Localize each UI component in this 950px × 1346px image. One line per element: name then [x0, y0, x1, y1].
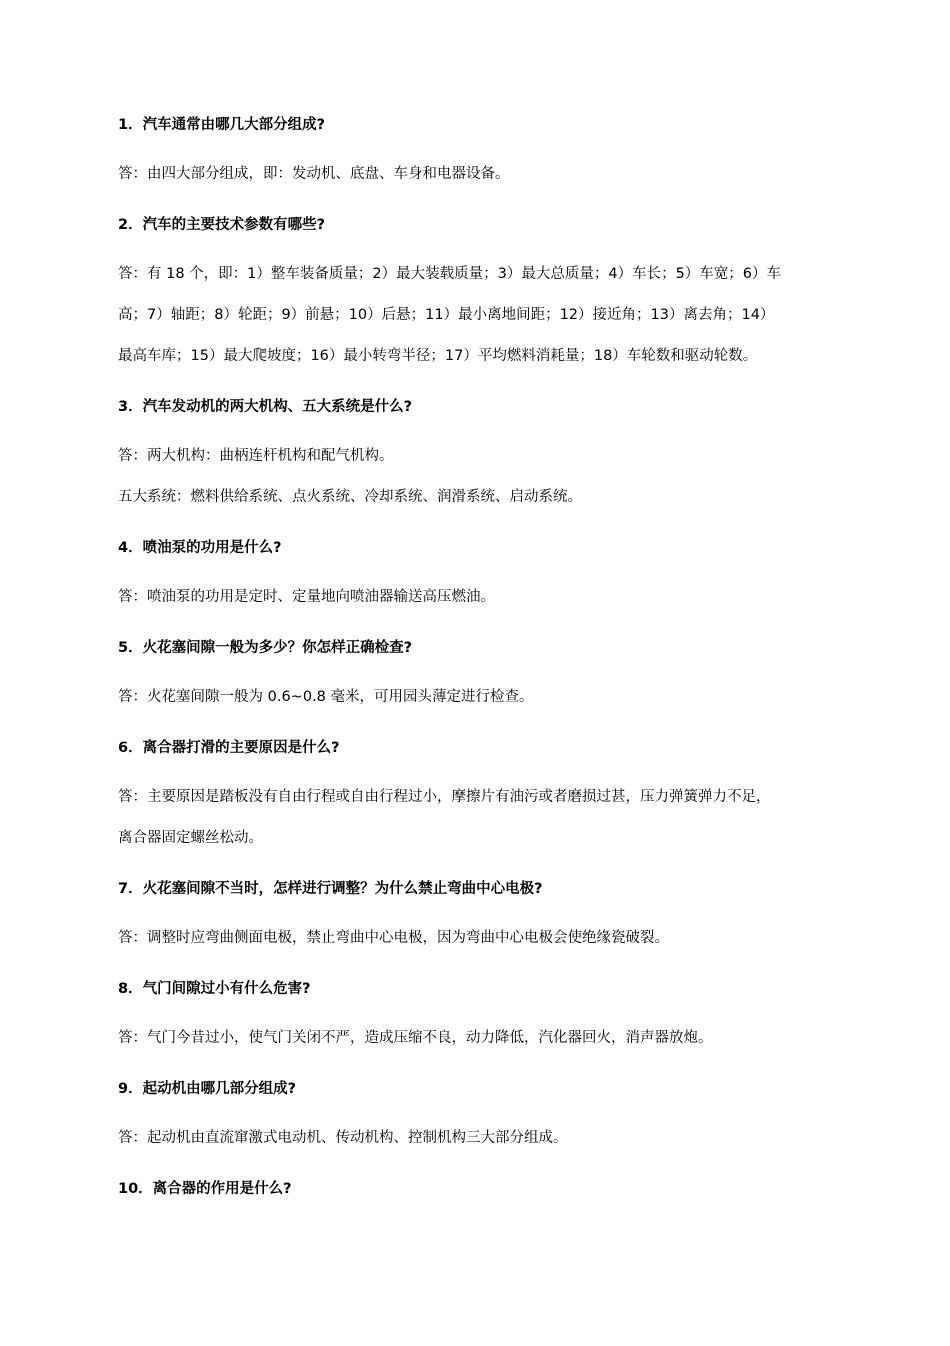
- qa-item-3: [118, 394, 838, 518]
- qa-item-1: [118, 112, 838, 195]
- qa-item-4: [118, 535, 838, 618]
- qa-item-7: [118, 876, 838, 959]
- answer-line: 五大系统：燃料供给系统、点火系统、冷却系统、润滑系统、启动系统。: [118, 489, 582, 505]
- question-heading: 7．火花塞间隙不当时，怎样进行调整？为什么禁止弯曲中心电极?: [118, 881, 543, 897]
- answer-line: 离合器固定螺丝松动。: [118, 830, 263, 846]
- answer-line: 答：火花塞间隙一般为 0.6~0.8 毫米，可用园头薄定进行检查。: [118, 689, 534, 705]
- answer-text: [118, 254, 838, 377]
- answer-text: [118, 1118, 838, 1159]
- answer-line: 最高车库；15）最大爬坡度；16）最小转弯半径；17）平均燃料消耗量；18）车轮数和驱动轮数。: [118, 348, 758, 364]
- answer-text: [118, 777, 838, 859]
- question-heading: 2．汽车的主要技术参数有哪些?: [118, 217, 325, 233]
- question-heading: 3．汽车发动机的两大机构、五大系统是什么?: [118, 399, 412, 415]
- qa-item-6: [118, 735, 838, 859]
- qa-item-9: [118, 1076, 838, 1159]
- answer-text: [118, 436, 838, 518]
- qa-item-10: [118, 1176, 838, 1202]
- question-heading: 8．气门间隙过小有什么危害?: [118, 981, 311, 997]
- answer-line: 答：由四大部分组成，即：发动机、底盘、车身和电器设备。: [118, 166, 510, 182]
- answer-line: 答：气门今昔过小，使气门关闭不严，造成压缩不良，动力降低，汽化器回火，消声器放炮。: [118, 1030, 713, 1046]
- answer-line: 答：主要原因是踏板没有自由行程或自由行程过小，摩擦片有油污或者磨损过甚，压力弹簧弹力不足，: [118, 789, 771, 805]
- answer-text: [118, 577, 838, 618]
- question-heading: 10．离合器的作用是什么?: [118, 1181, 292, 1197]
- question-heading: 9．起动机由哪几部分组成?: [118, 1081, 296, 1097]
- qa-item-5: [118, 635, 838, 718]
- question-heading: 6．离合器打滑的主要原因是什么?: [118, 740, 340, 756]
- question-heading: 5．火花塞间隙一般为多少？你怎样正确检查?: [118, 640, 412, 656]
- answer-line: 答：两大机构：曲柄连杆机构和配气机构。: [118, 448, 394, 464]
- answer-line: 答：有 18 个，即：1）整车装备质量；2）最大装载质量；3）最大总质量；4）车长；5）车宽；6）车: [118, 266, 782, 282]
- answer-line: 答：起动机由直流窜激式电动机、传动机构、控制机构三大部分组成。: [118, 1130, 568, 1146]
- question-heading: 4．喷油泵的功用是什么?: [118, 540, 282, 556]
- answer-text: [118, 154, 838, 195]
- document-body: [118, 112, 838, 1218]
- answer-text: [118, 1018, 838, 1059]
- answer-line: 答：调整时应弯曲侧面电极，禁止弯曲中心电极，因为弯曲中心电极会使绝缘瓷破裂。: [118, 930, 669, 946]
- qa-item-8: [118, 976, 838, 1059]
- qa-item-2: [118, 212, 838, 377]
- question-heading: 1．汽车通常由哪几大部分组成?: [118, 117, 325, 133]
- answer-text: [118, 677, 838, 718]
- answer-line: 高；7）轴距；8）轮距；9）前悬；10）后悬；11）最小离地间距；12）接近角；13）离去角；14）: [118, 307, 775, 323]
- answer-line: 答：喷油泵的功用是定时、定量地向喷油器输送高压燃油。: [118, 589, 495, 605]
- answer-text: [118, 918, 838, 959]
